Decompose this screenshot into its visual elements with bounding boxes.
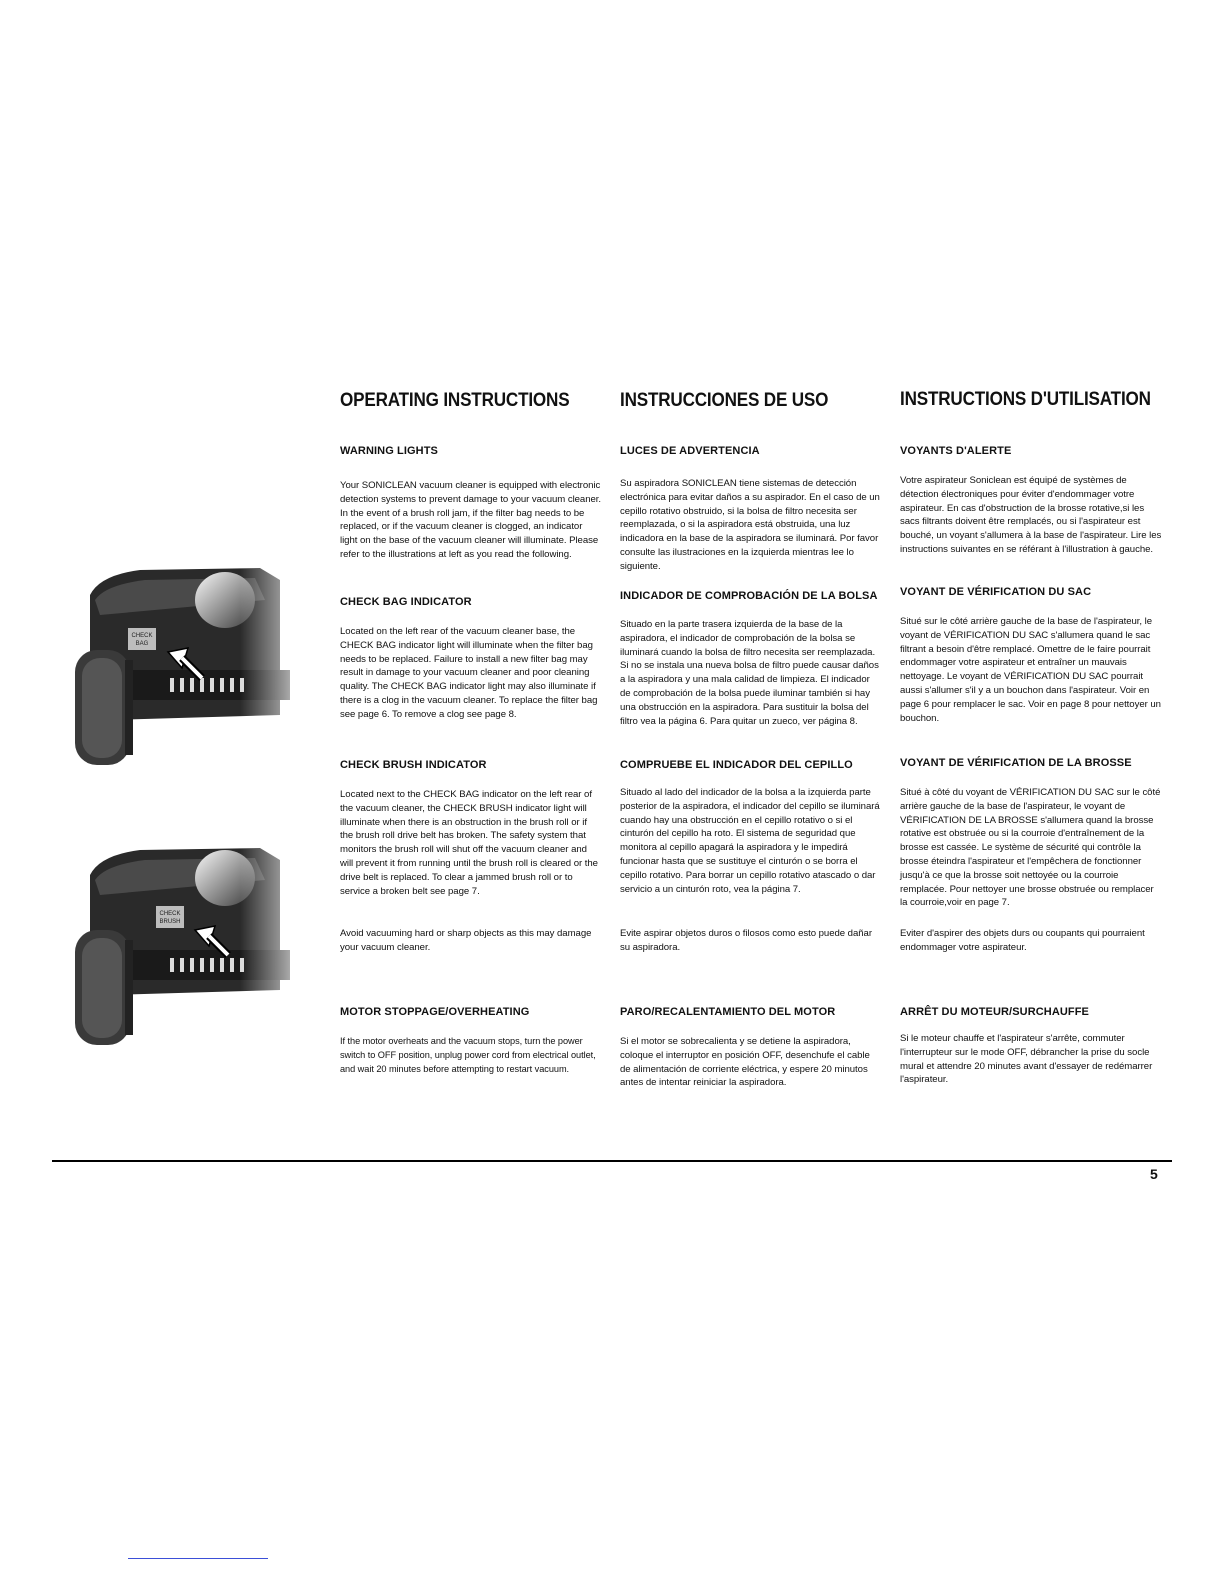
column-title: OPERATING INSTRUCTIONS	[340, 390, 570, 411]
section-heading-motor: ARRÊT DU MOTEUR/SURCHAUFFE	[900, 1006, 1089, 1018]
section-text-check-bag: Located on the left rear of the vacuum cleaner base, the CHECK BAG indicator light will illuminate when the filter bag needs to be replaced. Failure to install a new filter bag may result in damage to your vacuum cleaner and poor cleaning quality. The CHECK BAG indicator light may also illuminate if there is a clog in the vacuum cleaner. To replace the filter bag see page 6. To remove a clog see page 8.	[340, 626, 598, 720]
check-bag-label-1: CHECK	[131, 633, 153, 639]
section-text-warning-lights: Votre aspirateur Soniclean est équipé de systèmes de détection électroniques pour éviter d'endommager votre aspirateur. En cas d'obstruction de la brosse rotative,si les sacs filtrants doivent être remplacés, ou si l'aspirateur est bouché, un voyant s'allumera à la base de l'aspirateur. Lire les instructions suivantes en se référant à l'illustration à gauche.	[900, 475, 1162, 555]
section-heading-check-bag: INDICADOR DE COMPROBACIÓN DE LA BOLSA	[620, 590, 878, 602]
section-text-check-bag: Situé sur le côté arrière gauche de la base de l'aspirateur, le voyant de VÉRIFICATION DU SAC s'allumera quand le sac filtrant a besoin d'être remplacé. Omettre de le faire pourrait endommager votre aspirateur et entraîner un mauvais nettoyage. Le voyant de VÉRIFICATION DU SAC pourrait aussi s'allumer s'il y a un bouchon dans l'aspirateur. Voir en page 6 pour remplacer le sac. Voir en page 8 pour nettoyer un bouchon.	[900, 616, 1161, 724]
footer-rule	[52, 1160, 1172, 1162]
section-heading-check-bag: VOYANT DE VÉRIFICATION DU SAC	[900, 586, 1092, 598]
section-text-motor: If the motor overheats and the vacuum stops, turn the power switch to OFF position, unplug power cord from electrical outlet, and wait 20 minutes before attempting to restart vacuum.	[340, 1036, 596, 1074]
section-text-motor: Si el motor se sobrecalienta y se detiene la aspiradora, coloque el interruptor en posición OFF, desenchufe el cable de alimentación de corriente eléctrica, y espere 20 minutos antes de intentar reiniciar la aspiradora.	[620, 1036, 870, 1089]
section-heading-check-bag: CHECK BAG INDICATOR	[340, 596, 472, 608]
section-note: Evite aspirar objetos duros o filosos como esto puede dañar su aspiradora.	[620, 928, 872, 953]
section-heading-warning-lights: VOYANTS D'ALERTE	[900, 445, 1012, 457]
section-heading-motor: MOTOR STOPPAGE/OVERHEATING	[340, 1006, 530, 1018]
check-brush-label-1: CHECK	[159, 911, 181, 917]
column-title: INSTRUCCIONES DE USO	[620, 390, 829, 411]
section-heading-motor: PARO/RECALENTAMIENTO DEL MOTOR	[620, 1006, 836, 1018]
section-note: Avoid vacuuming hard or sharp objects as this may damage your vacuum cleaner.	[340, 928, 592, 953]
section-text-check-brush: Situado al lado del indicador de la bolsa a la izquierda parte posterior de la aspiradora, el indicador del cepillo se iluminará cuando hay una obstrucción en el cepillo rotativo o si el cinturón del cepillo ha roto. El sistema de seguridad que monitora al cepillo apagará la aspiradora y le impedirá funcionar hasta que se sustituye el cinturón o se borra el cepillo rotativo. Para borrar un cepillo rotativo atascado o dar servicio a un cinturón roto, vea la página 7.	[620, 787, 880, 895]
section-heading-check-brush: CHECK BRUSH INDICATOR	[340, 759, 487, 771]
section-heading-warning-lights: WARNING LIGHTS	[340, 445, 438, 457]
check-bag-label-2: BAG	[135, 641, 149, 647]
section-heading-check-brush: VOYANT DE VÉRIFICATION DE LA BROSSE	[900, 757, 1132, 769]
check-brush-label-2: BRUSH	[159, 919, 181, 925]
check-bag-illustration	[70, 540, 320, 790]
section-heading-warning-lights: LUCES DE ADVERTENCIA	[620, 445, 760, 457]
section-text-check-brush: Located next to the CHECK BAG indicator on the left rear of the vacuum cleaner, the CHECK BRUSH indicator light will illuminate when there is an obstruction in the brush roll or if the brush roll drive belt has broken. The safety system that monitors the brush roll will shut off the vacuum cleaner and will prevent it from running until the brush roll is cleared or the drive belt is replaced. To clear a jammed brush roll or to service a broken belt see page 7.	[340, 789, 598, 897]
link-underline[interactable]	[128, 1558, 268, 1559]
page-number: 5	[1150, 1166, 1158, 1182]
section-text-warning-lights: Your SONICLEAN vacuum cleaner is equipped with electronic detection systems to prevent damage to your vacuum cleaner. In the event of a brush roll jam, if the filter bag needs to be replaced, or if the vacuum cleaner is clogged, an indicator light on the base of the vacuum cleaner will illuminate. Please refer to the illustrations at left as you read the following.	[340, 480, 602, 560]
check-brush-illustration	[70, 800, 320, 1050]
section-text-check-brush: Situé à côté du voyant de VÉRIFICATION DU SAC sur le côté arrière gauche de la base de l'aspirateur, le voyant de VÉRIFICATION DE LA BROSSE s'allumera quand la brosse rotative est obstruée ou si la courroie d'entraînement de la brosse est cassée. Le système de sécurité qui contrôle la brosse éteindra l'aspirateur et l'empêchera de fonctionner jusqu'à ce que la brosse soit nettoyée ou la courroie remplacée. Pour nettoyer une brosse obstruée ou remplacer la courroie,voir en page 7.	[900, 787, 1161, 909]
section-note: Eviter d'aspirer des objets durs ou coupants qui pourraient endommager votre aspirateur.	[900, 928, 1145, 953]
section-heading-check-brush: COMPRUEBE EL INDICADOR DEL CEPILLO	[620, 759, 853, 771]
column-title: INSTRUCTIONS D'UTILISATION	[900, 389, 1151, 410]
section-text-check-bag: Situado en la parte trasera izquierda de la base de la aspiradora, el indicador de comprobación de la bolsa se iluminará cuando la bolsa de filtro necesita ser reemplazada. Si no se instala una nueva bolsa de filtro puede causar daños a la aspiradora y una mala calidad de limpieza. El indicador de comprobación de la bolsa puede iluminar también si hay una obstrucción en la aspiradora. Para sustituir la bolsa del filtro vea la página 6. Para quitar un zueco, ver página 8.	[620, 619, 879, 727]
section-text-motor: Si le moteur chauffe et l'aspirateur s'arrête, commuter l'interrupteur sur le mode OFF, débrancher la prise du socle mural et attendre 20 minutes avant d'essayer de redémarrer l'aspirateur.	[900, 1033, 1153, 1086]
section-text-warning-lights: Su aspiradora SONICLEAN tiene sistemas de detección electrónica para evitar daños a su aspirador. En el caso de un cepillo rotativo obstruido, si la bolsa de filtro necesita ser reemplazada, o si la aspiradora está obstruida, una luz indicadora en la base de la aspiradora se iluminará. Por favor consulte las ilustraciones en la izquierda mientras lee lo siguiente.	[620, 478, 880, 572]
